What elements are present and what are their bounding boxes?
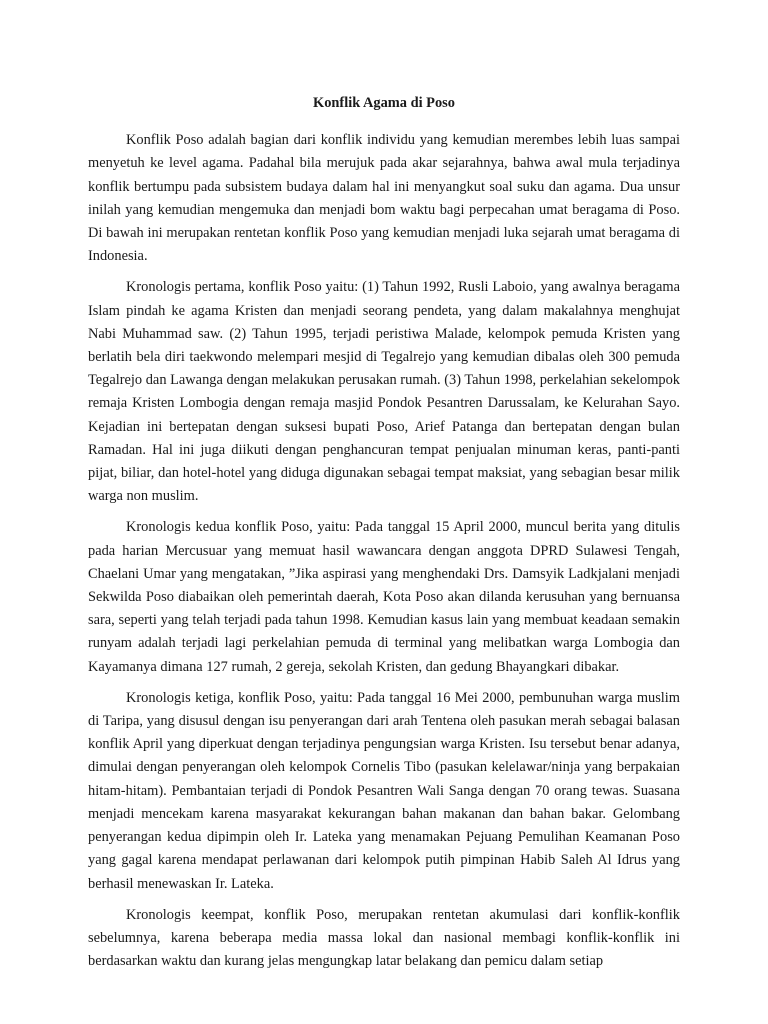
paragraph-intro: Konflik Poso adalah bagian dari konflik individu yang kemudian merembes lebih luas sampai menyetuh ke level agama. Padahal bila merujuk pada akar sejarahnya, bahwa awal mula terjadinya konflik bertumpu pada subsistem budaya dalam hal ini menyangkut soal suku dan agama. Dua unsur inilah yang kemudian mengemuka dan menjadi bom waktu bagi perpecahan umat beragama di Poso. Di bawah ini merupakan rentetan konflik Poso yang kemudian menjadi luka sejarah umat beragama di Indonesia. [88, 132, 680, 265]
paragraph-kronologis-keempat: Kronologis keempat, konflik Poso, merupakan rentetan akumulasi dari konflik-konflik sebelumnya, karena beberapa media massa lokal dan nasional membagi konflik-konflik ini berdasarkan waktu dan kurang jelas mengungkap latar belakang dan pemicu dalam setiap [88, 906, 680, 970]
document-body [88, 92, 680, 981]
document-title: Konflik Agama di Poso [313, 95, 455, 111]
paragraph-kronologis-kedua: Kronologis kedua konflik Poso, yaitu: Pada tanggal 15 April 2000, muncul berita yang ditulis pada harian Mercusuar yang memuat hasil wawancara dengan anggota DPRD Sulawesi Tengah, Chaelani Umar yang mengatakan, ”Jika aspirasi yang menghendaki Drs. Damsyik Ladkjalani menjadi Sekwilda Poso diabaikan oleh pemerintah daerah, Kota Poso akan dilanda kerusuhan yang bernuansa sara, seperti yang telah terjadi pada tahun 1998. Kemudian kasus lain yang membuat keadaan semakin runyam adalah terjadi lagi perkelahian pemuda di terminal yang melibatkan warga Lombogia dan Kayamanya dimana 127 rumah, 2 gereja, sekolah Kristen, dan gedung Bhayangkari dibakar. [88, 519, 680, 675]
paragraph-kronologis-pertama: Kronologis pertama, konflik Poso yaitu: (1) Tahun 1992, Rusli Laboio, yang awalnya beragama Islam pindah ke agama Kristen dan menjadi seorang pendeta, yang dalam makalahnya menghujat Nabi Muhammad saw. (2) Tahun 1995, terjadi peristiwa Malade, kelompok pemuda Kristen yang berlatih bela diri taekwondo melempari mesjid di Tegalrejo yang kemudian dibalas oleh 300 pemuda Tegalrejo dan Lawanga dengan melakukan perusakan rumah. (3) Tahun 1998, perkelahian sekelompok remaja Kristen Lombogia dengan remaja masjid Pondok Pesantren Darussalam, ke Kelurahan Sayo. Kejadian ini bertepatan dengan suksesi bupati Poso, Arief Patanga dan bertepatan dengan bulan Ramadan. Hal ini juga diikuti dengan penghancuran tempat penjualan minuman keras, panti-panti pijat, biliar, dan hotel-hotel yang diduga digunakan sebagai tempat maksiat, yang sebagian besar milik warga non muslim. [88, 279, 680, 505]
paragraph-kronologis-ketiga: Kronologis ketiga, konflik Poso, yaitu: Pada tanggal 16 Mei 2000, pembunuhan warga muslim di Taripa, yang disusul dengan isu penyerangan dari arah Tentena oleh pasukan merah sebagai balasan konflik April yang diperkuat dengan terjadinya pengungsian warga Kristen. Isu tersebut benar adanya, dimulai dengan penyerangan oleh kelompok Cornelis Tibo (pasukan kelelawar/ninja yang berpakaian hitam-hitam). Pembantaian terjadi di Pondok Pesantren Wali Sanga dengan 70 orang tewas. Suasana menjadi mencekam karena masyarakat kekurangan bahan makanan dan bahan bakar. Gelombang penyerangan kedua dipimpin oleh Ir. Lateka yang menamakan Pejuang Pemulihan Keamanan Poso yang gagal karena mendapat perlawanan dari kelompok putih pimpinan Habib Saleh Al Idrus yang berhasil menewaskan Ir. Lateka. [88, 689, 680, 892]
